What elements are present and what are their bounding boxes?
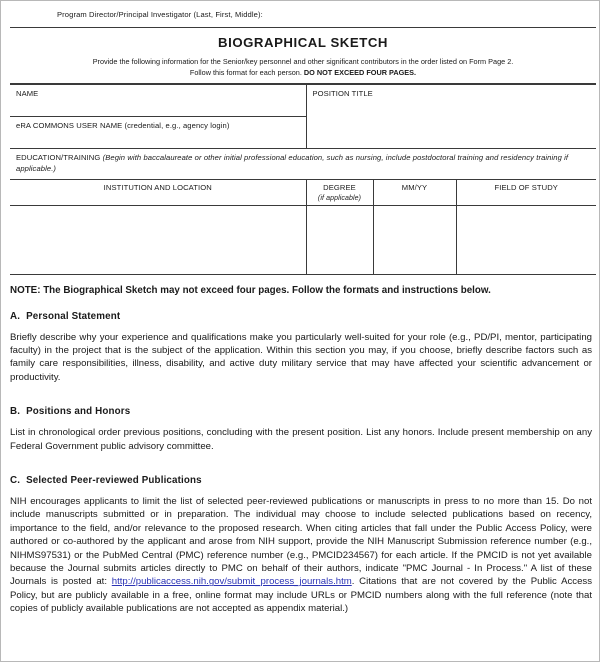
education-training-label: EDUCATION/TRAINING [16,153,101,162]
page-title: BIOGRAPHICAL SKETCH [218,35,388,50]
section-letter-c: C. [10,474,21,486]
table-row-education-header [10,149,596,180]
name-label: NAME [16,89,39,98]
table-row-entry-blank [10,206,596,275]
section-heading-b [10,406,592,417]
title-band [10,28,596,84]
column-header-field-label: FIELD OF STUDY [494,183,558,192]
entry-cell-institution[interactable] [10,206,306,275]
section-title-c: Selected Peer-reviewed Publications [26,474,202,486]
column-header-institution [10,180,306,206]
entry-cell-field-of-study[interactable] [456,206,596,275]
column-header-degree-sublabel: (if applicable) [317,194,362,202]
column-header-field-of-study [456,180,596,206]
education-training-note: (Begin with baccalaureate or other initial professional education, such as nursing, include postdoctoral training and residency training if applicable.) [16,153,569,173]
section-c-text-part-1: NIH encourages applicants to limit the list of selected peer-reviewed publications or manuscripts in press to no more than 15. Do not include manuscripts submitted or in preparation. The individual may choose to include selected publications based on recency, importance to the field, and/or relevance to the proposed research. When citing articles that fall under the Public Access Policy, were authored or co-authored by the applicant and arose from NIH support, provide the NIH Manuscript Submission reference number (e.g., NIHMS97531) or the PubMed Central (PMC) reference number (e.g., PMCID234567) for each article. If the PMCID is not yet available because the Journal submits articles directly to PMC on behalf of their authors, indicate "PMC Journal - In Process." A list of these Journals is posted at: [10,495,592,588]
entry-cell-degree[interactable] [306,206,373,275]
section-title-a: Personal Statement [26,310,121,322]
section-heading-c [10,475,592,486]
section-body-c [10,495,592,616]
position-title-field-cell[interactable] [306,85,596,149]
column-header-degree-label: DEGREE [323,183,356,192]
public-access-journals-link[interactable]: http://publicaccess.nih.gov/submit_process_journals.htm [111,576,352,588]
program-director-label: Program Director/Principal Investigator (Last, First, Middle): [57,9,263,19]
entry-cell-mmyy[interactable] [373,206,456,275]
column-header-mmyy [373,180,456,206]
note-paragraph: NOTE: The Biographical Sketch may not exceed four pages. Follow the formats and instructions below. [10,285,491,296]
era-commons-label: eRA COMMONS USER NAME (credential, e.g., agency login) [16,121,230,130]
era-commons-field-cell[interactable] [10,117,306,149]
subtitle-line-2-bold: DO NOT EXCEED FOUR PAGES. [303,68,417,77]
title-subtitle [10,56,596,78]
section-letter-b: B. [10,406,21,418]
education-training-cell [10,149,596,180]
section-body-b: List in chronological order previous positions, concluding with the present position. List any honors. Include present membership on any Federal Government public advisory committee. [10,427,592,452]
section-title-b: Positions and Honors [26,406,131,418]
section-letter-a: A. [10,310,21,322]
program-director-line [10,1,596,28]
section-body-a: Briefly describe why your experience and qualifications make you particularly well-suited for your role (e.g., PD/PI, mentor, participating faculty) in the project that is the subject of the application. Within this section you may, if you choose, briefly describe factors such as family care responsibilities, illness, disability, and active duty military service that may have affected your scientific advancement or productivity. [10,331,592,383]
page-inner [10,1,596,663]
subtitle-line-1: Provide the following information for the Senior/key personnel and other significant contributors in the order listed on Form Page 2. [92,57,514,66]
column-header-mmyy-label: MM/YY [401,183,428,192]
section-heading-a [10,311,592,322]
position-title-label: POSITION TITLE [312,89,373,98]
name-field-cell[interactable] [10,85,306,117]
subtitle-line-2-normal: Follow this format for each person. [189,68,302,77]
table-row-name [10,85,596,117]
column-header-degree [306,180,373,206]
instructions-body [10,275,596,616]
column-header-institution-label: INSTITUTION AND LOCATION [103,183,212,192]
table-row-column-headers [10,180,596,206]
section-c-text-part-2: . Citations that are not covered by the Public Access Policy, but are publicly available in a free, online format may include URLs or PMCID numbers along with the full reference (note that copies of publicly available publications are not accepted as appendix material.) [10,576,593,615]
biosketch-form-table [10,84,596,275]
